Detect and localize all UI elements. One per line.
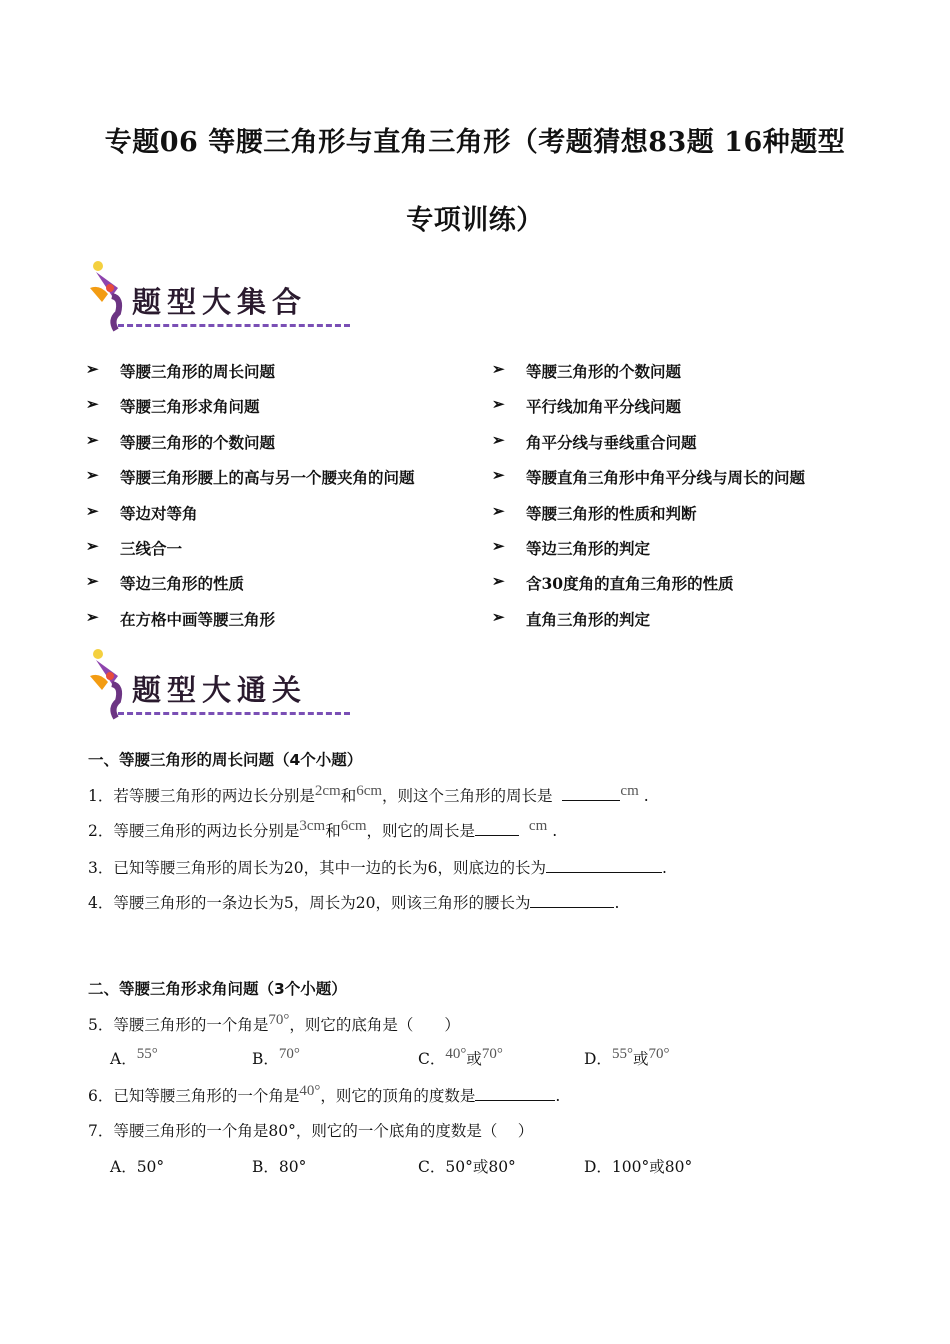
toc-item [86,466,415,501]
arrow-bullet-icon: ➢ [492,501,505,520]
toc-item-label: 等边对等角 [120,503,198,523]
toc-item-label: 等腰三角形的个数问题 [526,362,682,381]
answer-blank[interactable] [530,893,614,908]
answer-blank[interactable] [475,1086,555,1101]
toc-item-label: 直角三角形的判定 [526,609,651,629]
arrow-bullet-icon: ➢ [492,607,505,626]
toc-item-label: 含30度角的直角三角形的性质 [526,574,734,594]
toc-item-label: 等腰三角形求角问题 [120,397,260,417]
option-d[interactable]: D．55°或70° [584,1046,670,1068]
toc-item-label: 在方格中画等腰三角形 [120,609,276,629]
toc-item-label: 三线合一 [120,538,183,558]
option-c[interactable]: C．40°或70° [418,1046,503,1068]
arrow-bullet-icon: ➢ [86,395,99,414]
toc-right-column [492,360,805,643]
arrow-bullet-icon: ➢ [86,607,99,626]
arrow-bullet-icon: ➢ [492,430,505,449]
toc-item-label: 等腰三角形腰上的高与另一个腰夹角的问题 [120,468,415,488]
toc-item-label: 等腰三角形的性质和判断 [526,503,697,523]
toc-item [86,395,415,430]
banner-title: 题型大通关 [132,673,308,707]
question-4: 4．等腰三角形的一条边长为5，周长为20，则该三角形的腰长为 . [88,894,620,912]
option-b[interactable]: B．70° [252,1046,300,1068]
section-heading-1: 一、等腰三角形的周长问题（4个小题） [88,751,363,769]
toc-item [86,608,415,643]
document-title-line1: 专题06 等腰三角形与直角三角形（考题猜想83题 16种题型 [104,127,846,158]
arrow-bullet-icon: ➢ [492,466,505,485]
question-6: 6．已知等腰三角形的一个角是40°，则它的顶角的度数是 . [88,1083,561,1105]
toc-item [86,502,415,537]
toc-item-label: 等边三角形的性质 [120,574,245,594]
toc-item-label: 等边三角形的判定 [526,538,651,558]
banner-divider [118,324,350,327]
banner-question-practice [88,646,350,726]
toc-item-label: 等腰直角三角形中角平分线与周长的问题 [526,468,806,488]
toc-item-label: 角平分线与垂线重合问题 [526,432,697,452]
toc-item [492,431,805,466]
toc-item [492,466,805,501]
arrow-bullet-icon: ➢ [86,360,99,378]
arrow-bullet-icon: ➢ [86,572,99,591]
section-heading-2: 二、等腰三角形求角问题（3个小题） [88,980,347,998]
option-b[interactable]: B．80° [252,1158,307,1176]
document-title-line2: 专项训练） [406,205,544,236]
arrow-bullet-icon: ➢ [492,360,505,378]
question-1: 1．若等腰三角形的两边长分别是2cm和6cm，则这个三角形的周长是 cm . [88,783,649,805]
toc-item [492,572,805,607]
toc-item-label: 等腰三角形的个数问题 [120,432,276,452]
answer-blank[interactable] [546,858,662,873]
toc-item-label: 平行线加角平分线问题 [526,397,682,417]
arrow-bullet-icon: ➢ [492,395,505,414]
banner-question-types [88,258,350,338]
option-c[interactable]: C．50°或80° [418,1158,516,1176]
answer-blank[interactable] [475,821,519,836]
option-a[interactable]: A．55° [110,1046,158,1068]
question-5: 5．等腰三角形的一个角是70°，则它的底角是（ ） [88,1012,460,1034]
toc-item [492,360,805,395]
toc-item [86,360,415,395]
option-d[interactable]: D．100°或80° [584,1158,693,1176]
arrow-bullet-icon: ➢ [492,572,505,591]
toc-item [86,431,415,466]
toc-item [86,572,415,607]
toc-item [492,537,805,572]
arrow-bullet-icon: ➢ [86,536,99,555]
toc-item [492,608,805,643]
option-a[interactable]: A．50° [110,1158,165,1176]
question-7: 7．等腰三角形的一个角是80°，则它的一个底角的度数是（ ） [88,1122,534,1140]
arrow-bullet-icon: ➢ [492,536,505,555]
banner-divider [118,712,350,715]
arrow-bullet-icon: ➢ [86,466,99,485]
question-3: 3．已知等腰三角形的周长为20，其中一边的长为6，则底边的长为 . [88,859,667,877]
arrow-bullet-icon: ➢ [86,430,99,449]
toc-item [492,502,805,537]
arrow-bullet-icon: ➢ [86,501,99,520]
toc-item [492,395,805,430]
toc-left-column [86,360,415,643]
banner-title: 题型大集合 [132,285,308,319]
toc-item-label: 等腰三角形的周长问题 [120,362,276,381]
toc-item [86,537,415,572]
answer-blank[interactable] [562,786,620,801]
question-2: 2．等腰三角形的两边长分别是3cm和6cm，则它的周长是 cm . [88,818,558,840]
